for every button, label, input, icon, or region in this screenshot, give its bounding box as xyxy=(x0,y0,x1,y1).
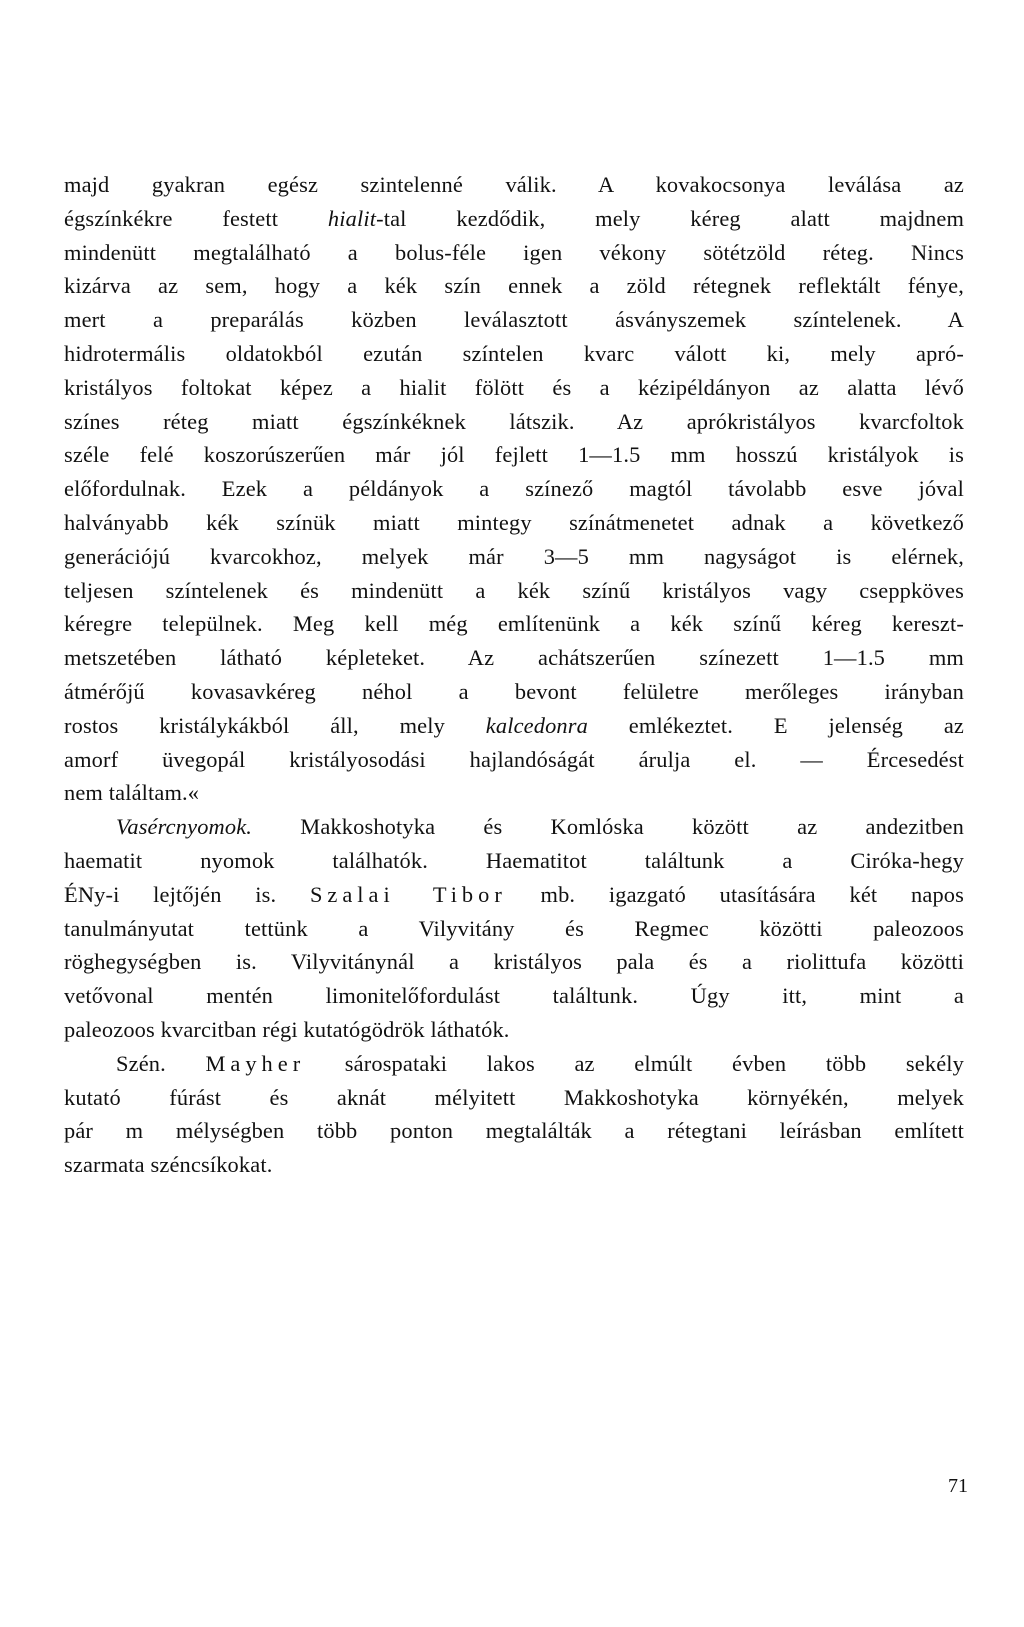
text-line: színes réteg miatt égszínkéknek látszik. Az aprókristályos kvarcfoltok xyxy=(64,408,964,434)
text-line: széle felé koszorúszerűen már jól fejlett 1—1.5 mm hosszú kristályok is xyxy=(64,442,964,468)
page-number: 71 xyxy=(948,1475,968,1497)
text-line: tanulmányutat tettünk a Vilyvitány és Regmec közötti paleozoos xyxy=(64,915,964,941)
text-line: röghegységben is. Vilyvitánynál a kristályos pala és a riolittufa közötti xyxy=(64,949,964,975)
text-line: előfordulnak. Ezek a példányok a színező magtól távolabb esve jóval xyxy=(64,476,964,502)
text-line: kristályos foltokat képez a hialit fölött és a kézipéldányon az alatta lévő xyxy=(64,374,964,400)
text-line: Szén. Mayher sárospataki lakos az elmúlt évben több sekély xyxy=(116,1050,964,1076)
text-line: metszetében látható képleteket. Az achátszerűen színezett 1—1.5 mm xyxy=(64,645,964,671)
text-line: paleozoos kvarcitban régi kutatógödrök láthatók. xyxy=(64,1016,510,1042)
text-line: kutató fúrást és aknát mélyitett Makkoshotyka környékén, melyek xyxy=(64,1084,964,1110)
text-line: halványabb kék színük miatt mintegy színátmenetet adnak a következő xyxy=(64,509,964,535)
text-line: Vasércnyomok. Makkoshotyka és Komlóska között az andezitben xyxy=(116,814,964,840)
text-line: szarmata széncsíkokat. xyxy=(64,1152,273,1178)
text-line: hidrotermális oldatokból ezután színtelen kvarc válott ki, mely apró- xyxy=(64,340,964,366)
text-line: kéregre települnek. Meg kell még említenünk a kék színű kéreg kereszt- xyxy=(64,611,964,637)
text-line: mert a preparálás közben leválasztott ásványszemek színtelenek. A xyxy=(64,307,964,333)
text-line: mindenütt megtalálható a bolus-féle igen vékony sötétzöld réteg. Nincs xyxy=(64,239,964,265)
text-line: pár m mélységben több ponton megtalálták a rétegtani leírásban említett xyxy=(64,1118,964,1144)
text-line: átmérőjű kovasavkéreg néhol a bevont felületre merőleges irányban xyxy=(64,678,964,704)
text-line: kizárva az sem, hogy a kék szín ennek a zöld rétegnek reflektált fénye, xyxy=(64,273,964,299)
text-line: generációjú kvarcokhoz, melyek már 3—5 mm nagyságot is elérnek, xyxy=(64,543,964,569)
text-line: majd gyakran egész szintelenné válik. A kovakocsonya leválása az xyxy=(64,172,964,197)
text-line: amorf üvegopál kristályosodási hajlandóságát árulja el. — Ércesedést xyxy=(64,746,964,772)
body-text xyxy=(64,168,964,1182)
text-line: vetővonal mentén limonitelőfordulást találtunk. Úgy itt, mint a xyxy=(64,983,964,1009)
text-line: ÉNy-i lejtőjén is. Szalai Tibor mb. igazgató utasítására két napos xyxy=(64,881,964,907)
text-line: haematit nyomok találhatók. Haematitot találtunk a Ciróka-hegy xyxy=(64,847,964,873)
text-line: teljesen színtelenek és mindenütt a kék színű kristályos vagy cseppköves xyxy=(64,577,964,603)
text-line: nem találtam.« xyxy=(64,780,200,806)
text-line: rostos kristálykákból áll, mely kalcedonra emlékeztet. E jelenség az xyxy=(64,712,964,738)
text-line: égszínkékre festett hialit-tal kezdődik, mely kéreg alatt majdnem xyxy=(64,205,965,231)
